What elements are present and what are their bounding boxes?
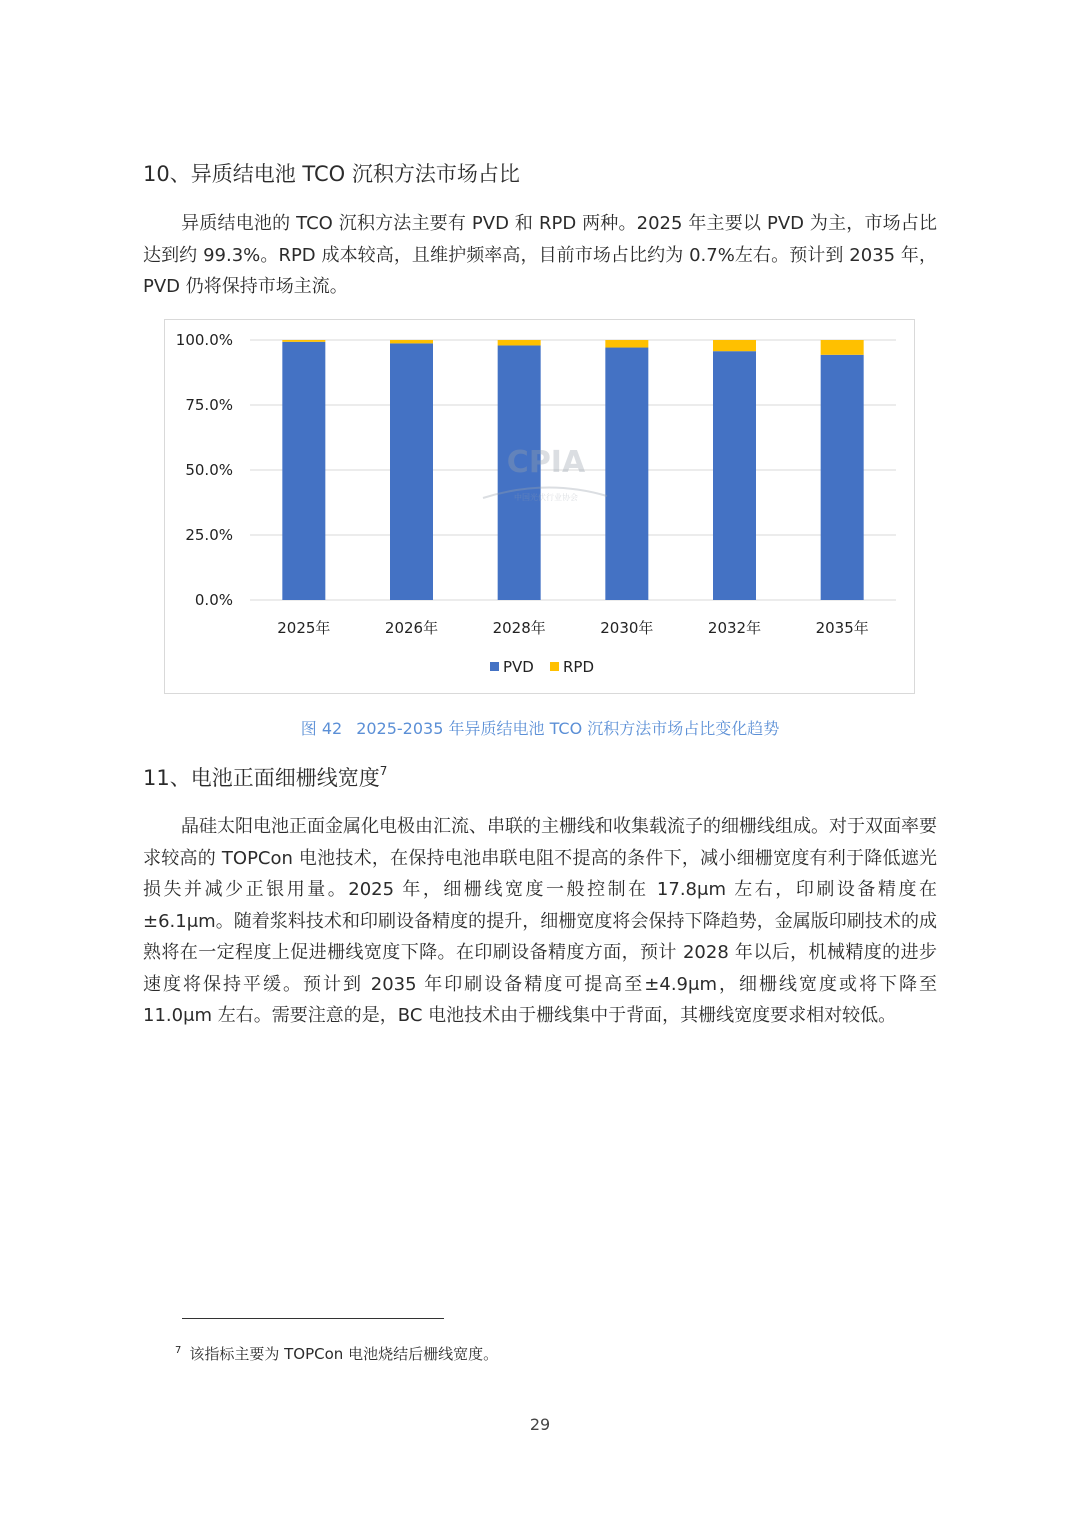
figure-number: 图 42 [300, 719, 343, 738]
legend-label-rpd: RPD [563, 658, 595, 676]
bar-pvd-2032年 [713, 351, 756, 600]
section-10-paragraph-text: 异质结电池的 TCO 沉积方法主要有 PVD 和 RPD 两种。2025 年主要以 PVD 为主，市场占比达到约 99.3%。RPD 成本较高，且维护频率高，目前市场占比约为 0.7%左右。预计到 2035 年，PVD 仍将保持市场主流。 [143, 213, 937, 297]
tco-market-share-chart [164, 319, 915, 694]
bar-rpd-2026年 [390, 340, 433, 343]
figure-caption [0, 716, 1080, 739]
bar-pvd-2030年 [605, 348, 648, 600]
y-tick-label: 25.0% [185, 526, 233, 544]
figure-caption-text: 2025-2035 年异质结电池 TCO 沉积方法市场占比变化趋势 [356, 719, 780, 738]
x-tick-label: 2032年 [707, 619, 762, 637]
x-tick-label: 2025年 [277, 619, 331, 637]
footnote-text: 该指标主要为 TOPCon 电池烧结后栅线宽度。 [189, 1345, 499, 1363]
bar-rpd-2035年 [821, 340, 864, 355]
y-axis-tick-labels [176, 331, 233, 609]
bar-rpd-2028年 [498, 340, 541, 345]
footnote-reference[interactable]: 7 [379, 764, 388, 778]
y-tick-label: 0.0% [194, 591, 233, 609]
legend-label-pvd: PVD [503, 658, 534, 676]
section-10-paragraph [143, 208, 937, 303]
section-11-paragraph-text: 晶硅太阳电池正面金属化电极由汇流、串联的主栅线和收集载流子的细栅线组成。对于双面率要求较高的 TOPCon 电池技术，在保持电池串联电阻不提高的条件下，减小细栅宽度有利于降低遮光损失并减少正银用量。2025 年，细栅线宽度一般控制在 17.8μm 左右，印刷设备精度在±6.1μm。随着浆料技术和印刷设备精度的提升，细栅宽度将会保持下降趋势，金属版印刷技术的成熟将在一定程度上促进栅线宽度下降。在印刷设备精度方面，预计 2028 年以后，机械精度的进步速度将保持平缓。预计到 2035 年印刷设备精度可提高至±4.9μm，细栅线宽度或将下降至 11.0μm 左右。需要注意的是，BC 电池技术由于栅线集中于背面，其栅线宽度要求相对较低。 [143, 816, 937, 1026]
chart-legend [490, 658, 594, 676]
x-tick-label: 2028年 [492, 619, 546, 637]
footnote [175, 1343, 498, 1364]
legend-swatch-rpd [550, 662, 559, 671]
x-axis-tick-labels [277, 619, 869, 637]
section-11-paragraph [143, 811, 937, 1032]
section-10-heading: 10、异质结电池 TCO 沉积方法市场占比 [143, 162, 520, 186]
watermark-logo-text: CPIA [506, 445, 586, 480]
y-tick-label: 50.0% [185, 461, 233, 479]
bar-pvd-2035年 [821, 355, 864, 600]
legend-swatch-pvd [490, 662, 499, 671]
x-tick-label: 2035年 [815, 619, 869, 637]
section-11-heading [143, 762, 387, 792]
watermark-org-name: 中国光伏行业协会 [514, 493, 578, 502]
x-tick-label: 2026年 [384, 619, 439, 637]
bar-rpd-2032年 [713, 340, 756, 351]
page-number: 29 [529, 1415, 551, 1434]
section-11-heading-text: 11、电池正面细栅线宽度 [143, 766, 380, 790]
chart-svg [165, 320, 916, 695]
bar-rpd-2025年 [282, 340, 325, 342]
footnote-mark: 7 [175, 1345, 182, 1356]
y-tick-label: 75.0% [185, 396, 233, 414]
footnote-separator [182, 1318, 444, 1319]
y-tick-label: 100.0% [175, 331, 233, 349]
bar-pvd-2025年 [282, 342, 325, 600]
bar-pvd-2026年 [390, 343, 433, 600]
x-tick-label: 2030年 [600, 619, 654, 637]
bar-rpd-2030年 [605, 340, 648, 348]
